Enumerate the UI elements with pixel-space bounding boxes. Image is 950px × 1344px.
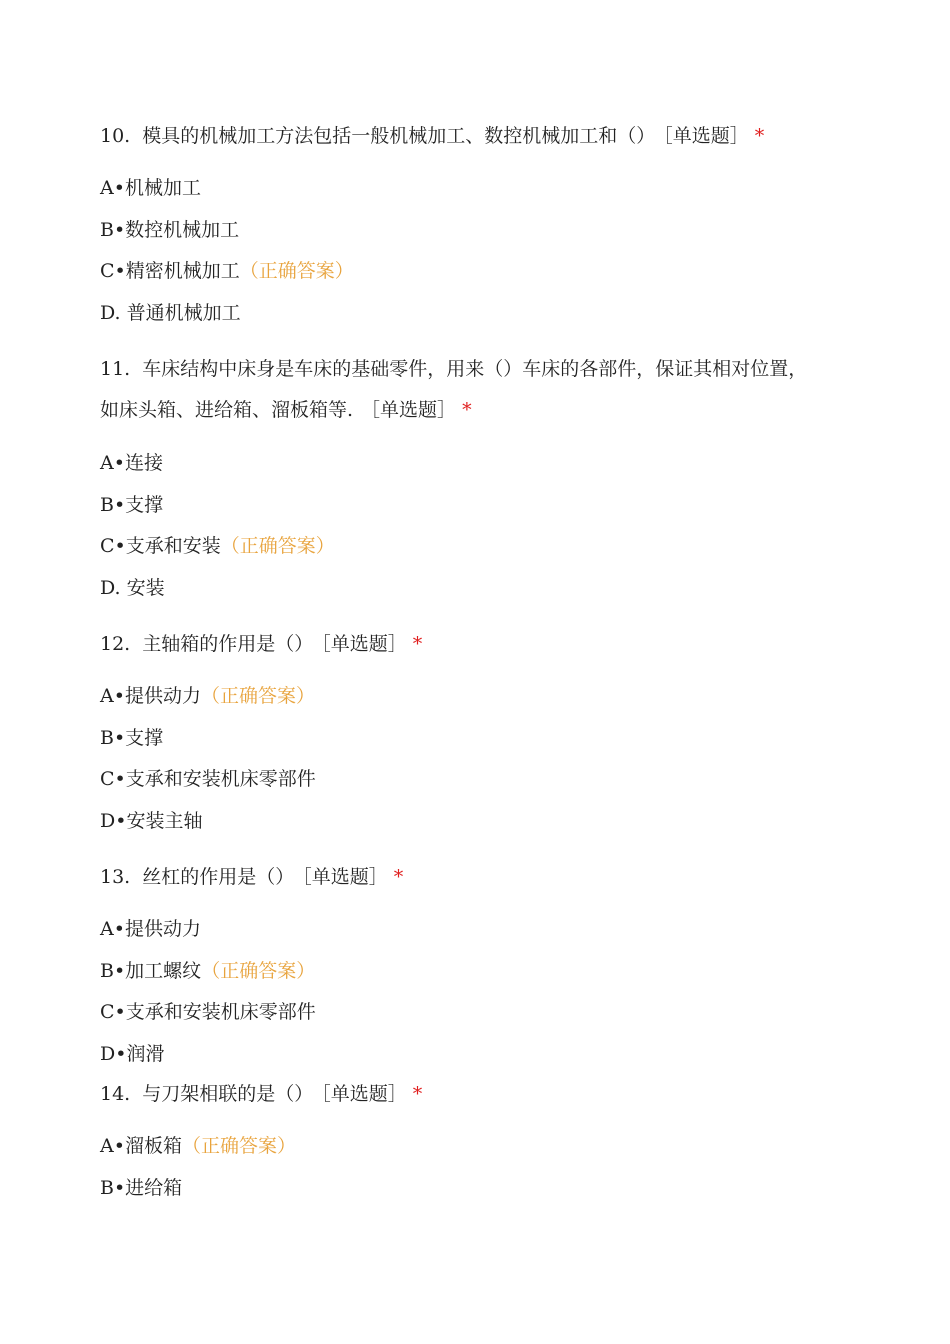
option-letter: D. (100, 577, 127, 599)
option-text: 支承和安装机床零部件 (125, 768, 316, 790)
option-b (100, 493, 163, 517)
correct-answer-tag: （正确答案） (201, 960, 316, 982)
required-mark: * (462, 399, 472, 421)
option-c (100, 534, 335, 558)
question-title (100, 1074, 820, 1115)
option-c (100, 1000, 316, 1024)
question-type: ［单选题］ (663, 125, 749, 147)
option-c (100, 259, 354, 283)
question-number: 14. (100, 1083, 131, 1105)
question-title (100, 116, 820, 157)
option-b (100, 218, 239, 242)
question-text: 模具的机械加工方法包括一般机械加工、数控机械加工和（） (142, 125, 656, 147)
option-letter: A• (100, 177, 125, 199)
option-text: 支撑 (125, 494, 164, 516)
option-a (100, 684, 315, 708)
option-text: 提供动力 (124, 918, 201, 940)
option-text: 连接 (124, 452, 163, 474)
question-text: 与刀架相联的是（） (142, 1083, 314, 1105)
option-d (100, 1042, 164, 1066)
required-mark: * (412, 1083, 423, 1105)
question-title (100, 349, 820, 431)
question-title (100, 857, 820, 898)
required-mark: * (393, 866, 404, 888)
question-type: ［单选题］ (321, 633, 407, 655)
correct-answer-tag: （正确答案） (181, 1135, 296, 1157)
question-number: 11. (100, 358, 131, 380)
option-text: 机械加工 (124, 177, 201, 199)
required-mark: * (754, 125, 765, 147)
option-letter: A• (100, 685, 125, 707)
option-letter: B• (100, 1177, 126, 1199)
option-letter: D. (100, 302, 127, 324)
option-c (100, 767, 316, 791)
option-text: 支撑 (125, 727, 164, 749)
option-text: 溜板箱 (124, 1135, 182, 1157)
question-title (100, 624, 820, 665)
required-mark: * (412, 633, 423, 655)
question-text: 车床结构中床身是车床的基础零件，用来（）车床的各部件，保证其相对位置，如床头箱、进给箱、溜板箱等. (100, 358, 808, 421)
option-a (100, 176, 201, 200)
option-b (100, 1176, 182, 1200)
option-text: 普通机械加工 (126, 302, 241, 324)
correct-answer-tag: （正确答案） (200, 685, 315, 707)
option-letter: A• (100, 918, 125, 940)
option-letter: C• (100, 535, 126, 557)
option-letter: B• (100, 960, 126, 982)
option-b (100, 726, 163, 750)
option-text: 安装 (126, 577, 165, 599)
option-a (100, 1134, 296, 1158)
option-letter: A• (100, 1135, 125, 1157)
option-letter: C• (100, 260, 126, 282)
correct-answer-tag: （正确答案） (239, 260, 354, 282)
question-type: ［单选题］ (361, 399, 457, 421)
option-letter: D• (100, 810, 127, 832)
question-number: 12. (100, 633, 131, 655)
option-letter: A• (100, 452, 125, 474)
option-letter: C• (100, 1001, 126, 1023)
question-number: 13. (100, 866, 131, 888)
option-letter: B• (100, 727, 126, 749)
option-text: 提供动力 (124, 685, 201, 707)
question-text: 丝杠的作用是（） (142, 866, 295, 888)
option-letter: B• (100, 494, 126, 516)
option-b (100, 959, 315, 983)
option-a (100, 917, 201, 941)
option-d (100, 576, 165, 600)
correct-answer-tag: （正确答案） (220, 535, 335, 557)
option-text: 润滑 (126, 1043, 165, 1065)
option-d (100, 809, 202, 833)
option-letter: B• (100, 219, 126, 241)
option-letter: C• (100, 768, 126, 790)
option-text: 安装主轴 (126, 810, 203, 832)
question-text: 主轴箱的作用是（） (142, 633, 314, 655)
question-type: ［单选题］ (302, 866, 388, 888)
option-text: 支承和安装机床零部件 (125, 1001, 316, 1023)
question-type: ［单选题］ (321, 1083, 407, 1105)
option-a (100, 451, 163, 475)
question-number: 10. (100, 125, 131, 147)
option-text: 进给箱 (125, 1177, 183, 1199)
option-text: 数控机械加工 (125, 219, 240, 241)
option-d (100, 301, 241, 325)
option-text: 精密机械加工 (125, 260, 240, 282)
option-letter: D• (100, 1043, 127, 1065)
option-text: 支承和安装 (125, 535, 221, 557)
option-text: 加工螺纹 (125, 960, 202, 982)
